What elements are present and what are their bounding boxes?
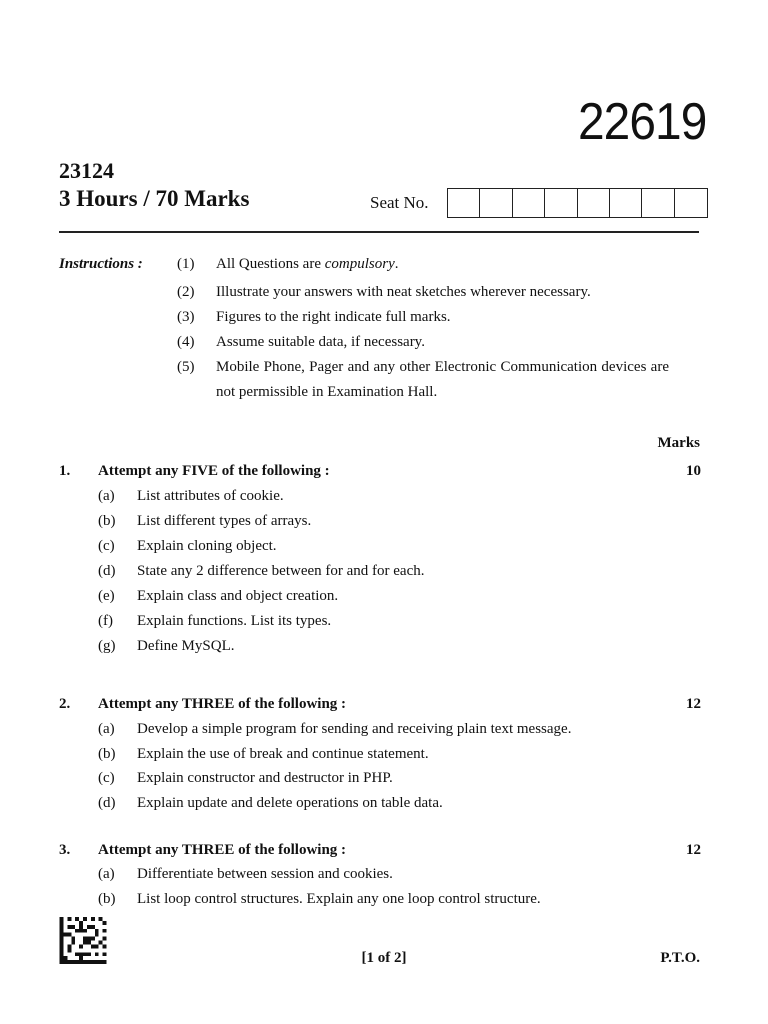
page-bracket-open: [ xyxy=(361,950,367,966)
sub-question-text: List different types of arrays. xyxy=(137,513,312,529)
instruction-text xyxy=(216,252,669,277)
sub-question-letter: (b) xyxy=(98,746,116,762)
instruction-text-part: All Questions are xyxy=(216,256,325,272)
instruction-number: (1) xyxy=(177,256,195,272)
instructions-title: Instructions : xyxy=(59,256,143,272)
sub-question-text: Differentiate between session and cookies. xyxy=(137,866,393,882)
seat-number-boxes xyxy=(447,188,708,218)
paper-code: 22619 xyxy=(578,93,707,151)
sub-question-letter: (a) xyxy=(98,721,115,737)
question-number: 2. xyxy=(59,696,71,712)
instruction-text: Illustrate your answers with neat sketches wherever necessary. xyxy=(216,284,591,300)
instruction-number: (2) xyxy=(177,284,195,300)
seat-box xyxy=(448,189,480,217)
instruction-text-part: . xyxy=(394,256,399,272)
sub-question-text: List attributes of cookie. xyxy=(137,488,284,504)
sub-question-letter: (e) xyxy=(98,588,115,604)
sub-question-letter: (b) xyxy=(98,891,116,907)
sub-question-text: Explain update and delete operations on table data. xyxy=(137,795,443,811)
instruction-number: (3) xyxy=(177,309,195,325)
seat-box xyxy=(642,189,674,217)
sub-question-letter: (a) xyxy=(98,488,115,504)
page-total: 2 xyxy=(394,950,402,966)
instruction-text: Assume suitable data, if necessary. xyxy=(216,334,425,350)
subject-code: 23124 xyxy=(59,158,114,183)
instruction-number: (5) xyxy=(177,359,195,375)
sub-question-letter: (g) xyxy=(98,638,116,654)
question-marks: 10 xyxy=(686,463,701,479)
sub-question-letter: (a) xyxy=(98,866,115,882)
page-number xyxy=(0,950,768,967)
sub-question-text: Explain constructor and destructor in PHP. xyxy=(137,770,393,786)
question-title: Attempt any THREE of the following : xyxy=(98,842,347,858)
sub-question-letter: (c) xyxy=(98,770,115,786)
question-marks: 12 xyxy=(686,842,701,858)
header-divider xyxy=(59,231,699,233)
duration-marks: 3 Hours / 70 Marks xyxy=(59,186,250,211)
seat-box xyxy=(578,189,610,217)
seat-box xyxy=(545,189,577,217)
question-title: Attempt any THREE of the following : xyxy=(98,696,347,712)
page-current: 1 xyxy=(366,950,374,966)
question-title: Attempt any FIVE of the following : xyxy=(98,463,330,479)
sub-question-text: Explain the use of break and continue statement. xyxy=(137,746,429,762)
sub-question-letter: (c) xyxy=(98,538,115,554)
sub-question-text: Explain functions. List its types. xyxy=(137,613,332,629)
sub-question-text: Develop a simple program for sending and receiving plain text message. xyxy=(137,721,572,737)
seat-box xyxy=(610,189,642,217)
page-bracket-close: ] xyxy=(401,950,407,966)
pto-label: P.T.O. xyxy=(660,950,700,966)
sub-question-letter: (f) xyxy=(98,613,113,629)
seat-box xyxy=(480,189,512,217)
seat-box xyxy=(513,189,545,217)
seat-box xyxy=(675,189,707,217)
sub-question-text: Define MySQL. xyxy=(137,638,235,654)
seat-number-label: Seat No. xyxy=(370,193,429,212)
sub-question-letter: (d) xyxy=(98,795,116,811)
question-number: 3. xyxy=(59,842,71,858)
question-marks: 12 xyxy=(686,696,701,712)
sub-question-text: State any 2 difference between for and for each. xyxy=(137,563,425,579)
page-of: of xyxy=(374,950,394,966)
instruction-number: (4) xyxy=(177,334,195,350)
sub-question-letter: (d) xyxy=(98,563,116,579)
sub-question-text: Explain class and object creation. xyxy=(137,588,339,604)
instruction-emphasis: compulsory xyxy=(324,256,395,272)
question-number: 1. xyxy=(59,463,71,479)
sub-question-text: Explain cloning object. xyxy=(137,538,277,554)
instruction-text: Figures to the right indicate full marks. xyxy=(216,309,451,325)
instruction-text: Mobile Phone, Pager and any other Electronic Communication devices are not permissible in Examination Hall. xyxy=(216,359,669,400)
sub-question-text: List loop control structures. Explain any one loop control structure. xyxy=(137,891,541,907)
sub-question-letter: (b) xyxy=(98,513,116,529)
marks-heading: Marks xyxy=(657,435,700,451)
